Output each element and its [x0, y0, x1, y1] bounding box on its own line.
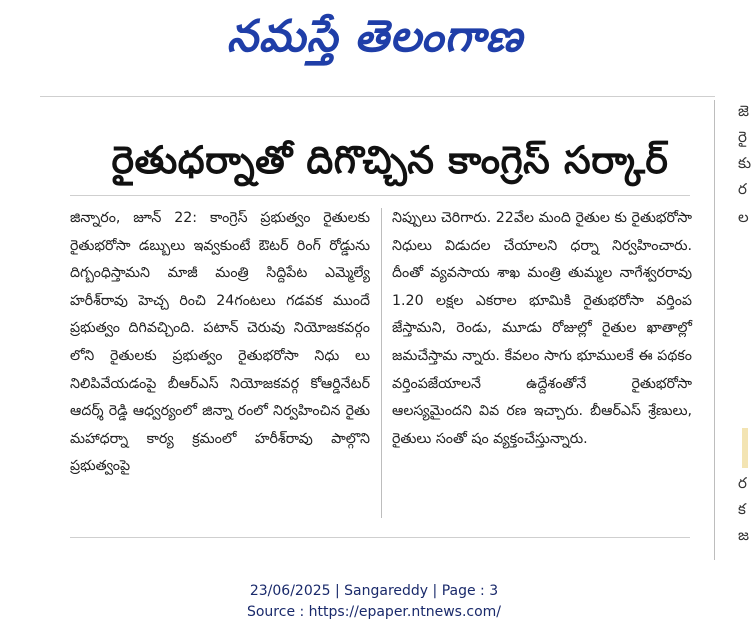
- article-column-1: జిన్నారం, జూన్ 22: కాంగ్రెస్ ప్రభుత్వం రైతులకు రైతుభరోసా డబ్బులు ఇవ్వకుంటే ఔటర్ రింగ్ రోడ్డును దిగ్బంధిస్తామని మాజీ మంత్రి సిద్దిపేట ఎమ్మెల్యే హరీశ్‌రావు హెచ్చ రించి 24గంటలు గడవక ముందే ప్రభుత్వం దిగివచ్చింది. పటాన్ చెరువు నియోజకవర్గం లోని రైతులకు ప్రభుత్వం రైతుభరోసా నిధు లు నిలిపివేయడంపై బీఆర్ఎస్ నియోజకవర్గ కోఆర్డినేటర్ ఆదర్శ్ రెడ్డి ఆధ్వర్యంలో జిన్నా రంలో నిర్వహించిన రైతు మహాధర్నా కార్య క్రమంలో హరీశ్‌రావు పాల్గొని ప్రభుత్వంపై: [70, 210, 370, 475]
- edge-fragment: ర: [738, 180, 747, 198]
- article-bottom-divider: [70, 537, 690, 538]
- headline-divider: [70, 195, 690, 196]
- edge-fragment: కు: [738, 154, 751, 172]
- edge-fragment: జె: [738, 102, 749, 120]
- column-separator: [381, 208, 382, 518]
- edge-fragment: ర: [738, 474, 747, 492]
- article-column-2: నిప్పులు చెరిగారు. 22వేల మంది రైతుల కు రైతుభరోసా నిధులు విడుదల చేయాలని ధర్నా నిర్వహించారు. దీంతో వ్యవసాయ శాఖ మంత్రి తుమ్మల నాగేశ్వరరావు 1.20 లక్షల ఎకరాల భూమికి రైతుభరోసా వర్తింప జేస్తామని, రెండు, మూడు రోజుల్లో రైతుల ఖాతాల్లో జమచేస్తామ న్నారు. కేవలం సాగు భూములకే ఈ పథకం వర్తింపజేయాలనే ఉద్దేశంతోనే రైతుభరోసా ఆలస్యమైందని వివ రణ ఇచ్చారు. బీఆర్ఎస్ శ్రేణులు, రైతులు సంతో షం వ్యక్తంచేస్తున్నారు.: [392, 210, 692, 447]
- edition-info: 23/06/2025 | Sangareddy | Page : 3: [249, 583, 499, 599]
- edge-fragment: రై: [738, 128, 747, 146]
- right-column-divider: [714, 100, 715, 560]
- edge-fragment: జ: [738, 526, 749, 544]
- newspaper-masthead: నమస్తే తెలంగాణ: [226, 11, 524, 62]
- article-headline: రైతుధర్నాతో దిగొచ్చిన కాంగ్రెస్ సర్కార్: [111, 138, 669, 182]
- edge-fragment: క: [738, 500, 746, 518]
- top-divider: [40, 96, 715, 97]
- edge-fragment: ల: [738, 208, 749, 226]
- source-link[interactable]: Source : https://epaper.ntnews.com/: [246, 604, 502, 620]
- adjacent-article-highlight: [742, 428, 748, 468]
